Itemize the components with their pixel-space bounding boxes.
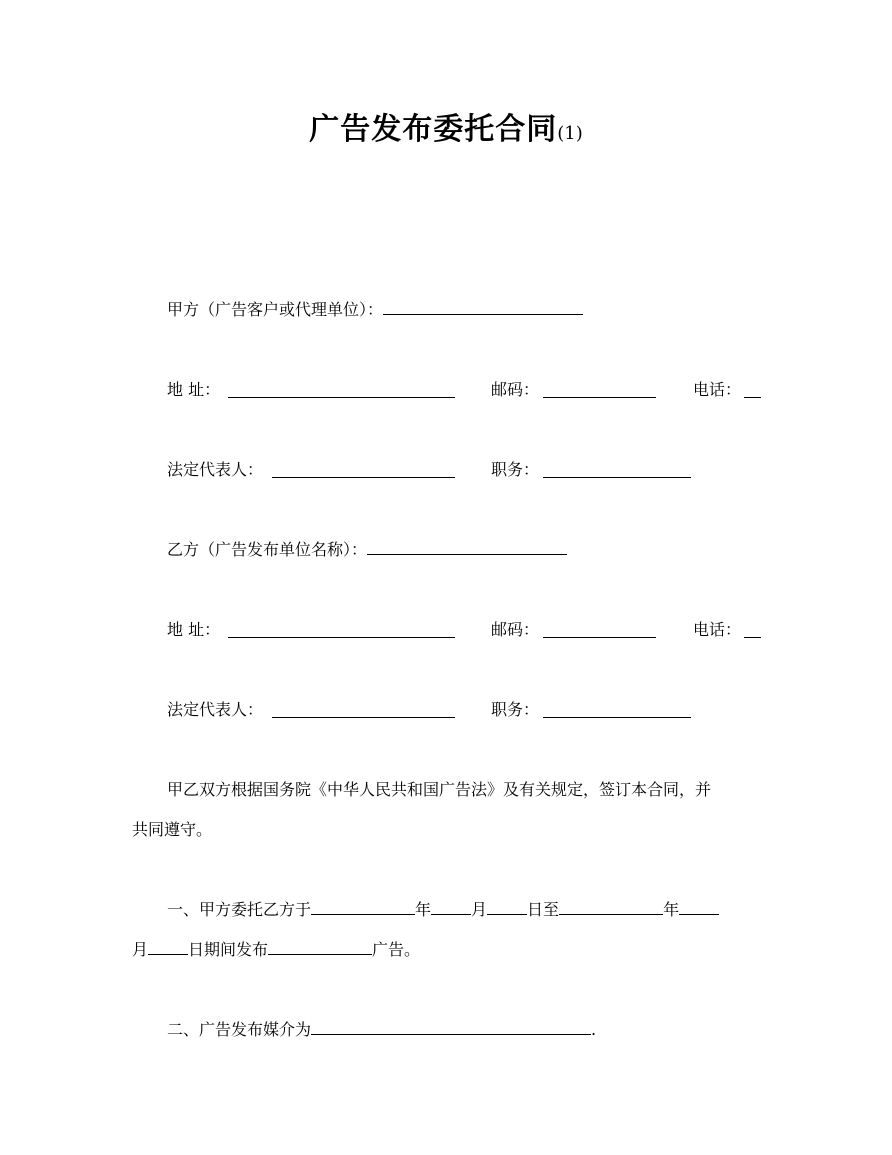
party-b-name-blank xyxy=(367,539,567,555)
party-b-name-label: 乙方（广告发布单位名称）： xyxy=(167,540,368,559)
party-b-postcode-label: 邮码： xyxy=(491,620,540,639)
clause-1-line-1 xyxy=(167,899,719,921)
preamble-line-2: 共同遵守。 xyxy=(132,820,213,839)
party-a-position-label: 职务： xyxy=(491,460,540,479)
party-a-name-blank xyxy=(383,299,583,315)
party-b-name-row xyxy=(167,539,567,561)
party-a-postcode-label: 邮码： xyxy=(491,380,540,399)
party-b-rep-label: 法定代表人： xyxy=(167,700,264,719)
party-a-name-label: 甲方（广告客户或代理单位）： xyxy=(167,300,384,319)
party-b-address-label: 地 址： xyxy=(167,620,221,639)
clause-1-start-month-blank xyxy=(431,899,471,915)
party-a-rep-label: 法定代表人： xyxy=(167,460,264,479)
party-b-phone-label: 电话： xyxy=(693,620,742,639)
clause-1-start-year-blank xyxy=(311,899,415,915)
party-a-address-blank xyxy=(228,382,455,398)
clause-1-month-1: 月 xyxy=(471,900,488,919)
clause-1-day-to: 日至 xyxy=(527,900,560,919)
party-b-postcode-blank xyxy=(543,622,656,638)
party-b-position-label: 职务： xyxy=(491,700,540,719)
clause-1-end-day-blank xyxy=(148,939,188,955)
clause-2-line xyxy=(167,1019,596,1041)
clause-1-period-text: 日期间发布 xyxy=(188,940,269,959)
party-a-phone-blank xyxy=(744,382,761,398)
clause-1-prefix: 一、甲方委托乙方于 xyxy=(167,900,312,919)
clause-1-year-1: 年 xyxy=(415,900,432,919)
clause-2-media-blank xyxy=(311,1019,591,1035)
party-b-address-blank xyxy=(228,622,455,638)
document-title xyxy=(0,104,892,148)
title-main: 广告发布委托合同 xyxy=(309,112,558,147)
party-b-position-blank xyxy=(543,702,691,718)
clause-1-line-2 xyxy=(132,939,420,961)
party-a-postcode-blank xyxy=(543,382,656,398)
party-a-name-row xyxy=(167,299,583,321)
party-a-position-blank xyxy=(543,462,691,478)
clause-1-ad-suffix: 广告。 xyxy=(372,940,421,959)
party-a-rep-blank xyxy=(272,462,455,478)
party-a-address-label: 地 址： xyxy=(167,380,221,399)
clause-2-prefix: 二、广告发布媒介为 xyxy=(167,1020,312,1039)
clause-1-end-month-blank xyxy=(679,899,719,915)
clause-1-ad-name-blank xyxy=(268,939,372,955)
clause-1-month-2: 月 xyxy=(132,940,149,959)
party-b-phone-blank xyxy=(744,622,761,638)
clause-1-start-day-blank xyxy=(487,899,527,915)
party-a-phone-label: 电话： xyxy=(693,380,742,399)
title-suffix: (1) xyxy=(557,123,583,144)
clause-2-suffix: . xyxy=(591,1020,597,1039)
clause-1-year-2: 年 xyxy=(663,900,680,919)
clause-1-end-year-blank xyxy=(559,899,663,915)
preamble-line-1: 甲乙双方根据国务院《中华人民共和国广告法》及有关规定，签订本合同，并 xyxy=(167,780,712,799)
party-b-rep-blank xyxy=(272,702,455,718)
